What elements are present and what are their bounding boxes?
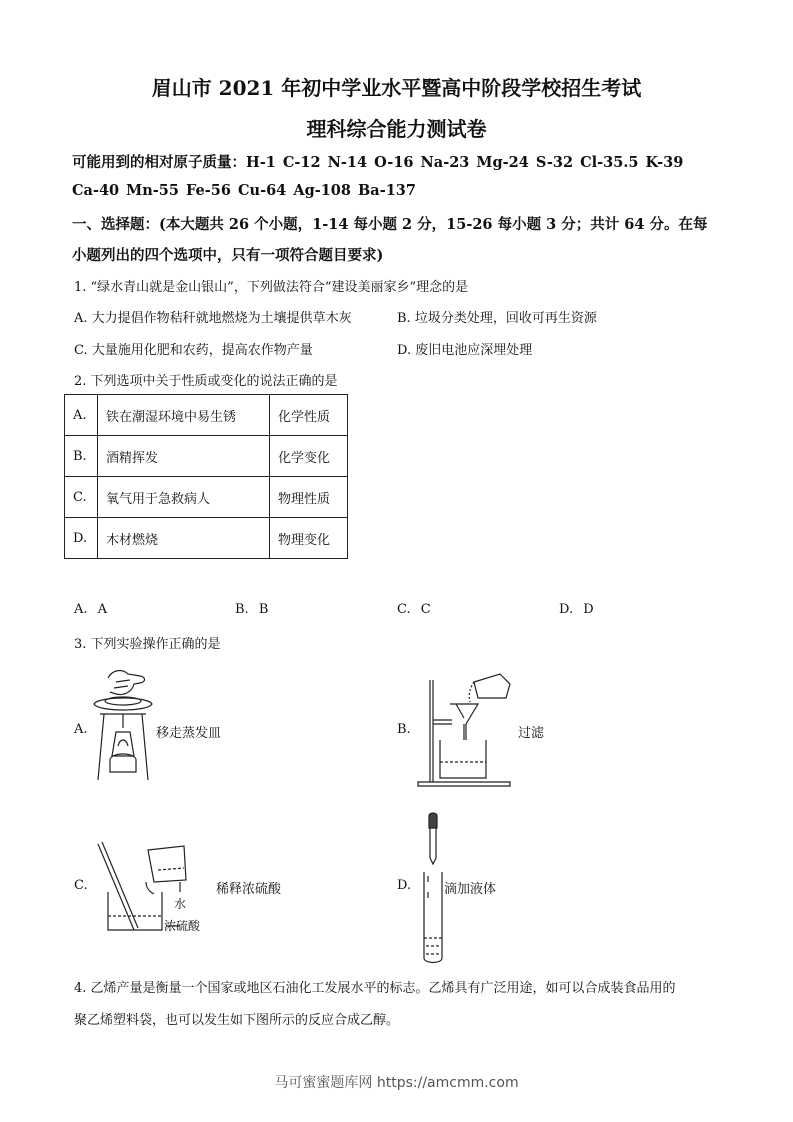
q1-option-c-text: 大量施用化肥和农药，提高农作物产量 (91, 343, 313, 358)
table-row (65, 436, 348, 477)
label-water: 水 (174, 897, 187, 911)
q2-answer-d-text: D (583, 602, 594, 617)
q1-stem: 1. “绿水青山就是金山银山”，下列做法符合“建设美丽家乡”理念的是 (74, 280, 469, 295)
q3-option-d-letter: D. (397, 878, 412, 893)
q2-answer-b-letter: B. (235, 602, 249, 617)
filtration-illustration (414, 668, 518, 788)
q3-option-d-caption: 滴加液体 (444, 882, 497, 897)
q1-option-c-letter: C. (74, 343, 88, 358)
table-row (65, 477, 348, 518)
q4-line-1: 4. 乙烯产量是衡量一个国家或地区石油化工发展水平的标志。乙烯具有广泛用途，如可以合成装食品用的 (74, 981, 676, 996)
table-cell-letter: B. (65, 436, 98, 477)
table-cell-type: 物理变化 (270, 518, 348, 559)
footer-watermark: 马可蜜蜜题库网 https://amcmm.com (274, 1075, 519, 1091)
section-instructions-line-2: 小题列出的四个选项中，只有一项符合题目要求) (72, 247, 384, 264)
q2-answer-d (559, 602, 594, 617)
q2-stem: 2. 下列选项中关于性质或变化的说法正确的是 (74, 374, 338, 389)
evaporating-dish-illustration (88, 668, 158, 786)
q1-option-a-letter: A. (74, 311, 88, 326)
q1-option-c (74, 339, 313, 358)
q1-option-d (397, 339, 532, 358)
table-cell-type: 物理性质 (270, 477, 348, 518)
q2-answer-b (235, 602, 268, 617)
q3-option-b-letter: B. (397, 722, 411, 737)
q2-answer-a (74, 602, 107, 617)
label-concentrated-acid: 浓硫酸 (164, 919, 201, 933)
q1-option-d-text: 废旧电池应深埋处理 (415, 343, 533, 358)
q3-option-a-letter: A. (74, 722, 88, 737)
q2-answer-d-letter: D. (559, 602, 574, 617)
table-cell-description: 木材燃烧 (98, 518, 270, 559)
q3-option-c-caption: 稀释浓硫酸 (216, 882, 282, 897)
table-cell-type: 化学变化 (270, 436, 348, 477)
q1-option-b-text: 垃圾分类处理，回收可再生资源 (414, 311, 597, 326)
table-cell-letter: A. (65, 395, 98, 436)
table-cell-description: 氧气用于急救病人 (98, 477, 270, 518)
q3-option-b-caption: 过滤 (518, 726, 545, 741)
atomic-masses-line-2: Ca-40 Mn-55 Fe-56 Cu-64 Ag-108 Ba-137 (72, 182, 416, 199)
q3-stem: 3. 下列实验操作正确的是 (74, 637, 221, 652)
q2-answer-b-text: B (258, 602, 269, 617)
q1-option-b (397, 307, 597, 326)
q3-option-a-caption: 移走蒸发皿 (156, 726, 222, 741)
q2-answer-c-letter: C. (397, 602, 411, 617)
section-instructions-line-1: 一、选择题：(本大题共 26 个小题，1-14 每小题 2 分，15-26 每小题 3 分；共计 64 分。在每 (72, 216, 708, 233)
table-row (65, 395, 348, 436)
atomic-masses-line-1: 可能用到的相对原子质量：H-1 C-12 N-14 O-16 Na-23 Mg-24 S-32 Cl-35.5 K-39 (72, 154, 684, 171)
q3-option-c-letter: C. (74, 878, 88, 893)
table-cell-type: 化学性质 (270, 395, 348, 436)
table-cell-letter: D. (65, 518, 98, 559)
table-cell-letter: C. (65, 477, 98, 518)
q4-line-2: 聚乙烯塑料袋，也可以发生如下图所示的反应合成乙醇。 (74, 1013, 400, 1028)
q1-option-d-letter: D. (397, 343, 412, 358)
table-row (65, 518, 348, 559)
q2-options-table (64, 394, 348, 559)
exam-title: 眉山市 2021 年初中学业水平暨高中阶段学校招生考试 (151, 76, 642, 100)
exam-subtitle: 理科综合能力测试卷 (306, 117, 487, 141)
q2-answer-c (397, 602, 431, 617)
q2-answer-a-text: A (97, 602, 108, 617)
q2-answer-a-letter: A. (74, 602, 88, 617)
table-cell-description: 酒精挥发 (98, 436, 270, 477)
q1-option-a-text: 大力提倡作物秸秆就地燃烧为土壤提供草木灰 (91, 311, 352, 326)
q1-option-b-letter: B. (397, 311, 411, 326)
q1-option-a (74, 307, 352, 326)
q2-answer-c-text: C (420, 602, 431, 617)
table-cell-description: 铁在潮湿环境中易生锈 (98, 395, 270, 436)
